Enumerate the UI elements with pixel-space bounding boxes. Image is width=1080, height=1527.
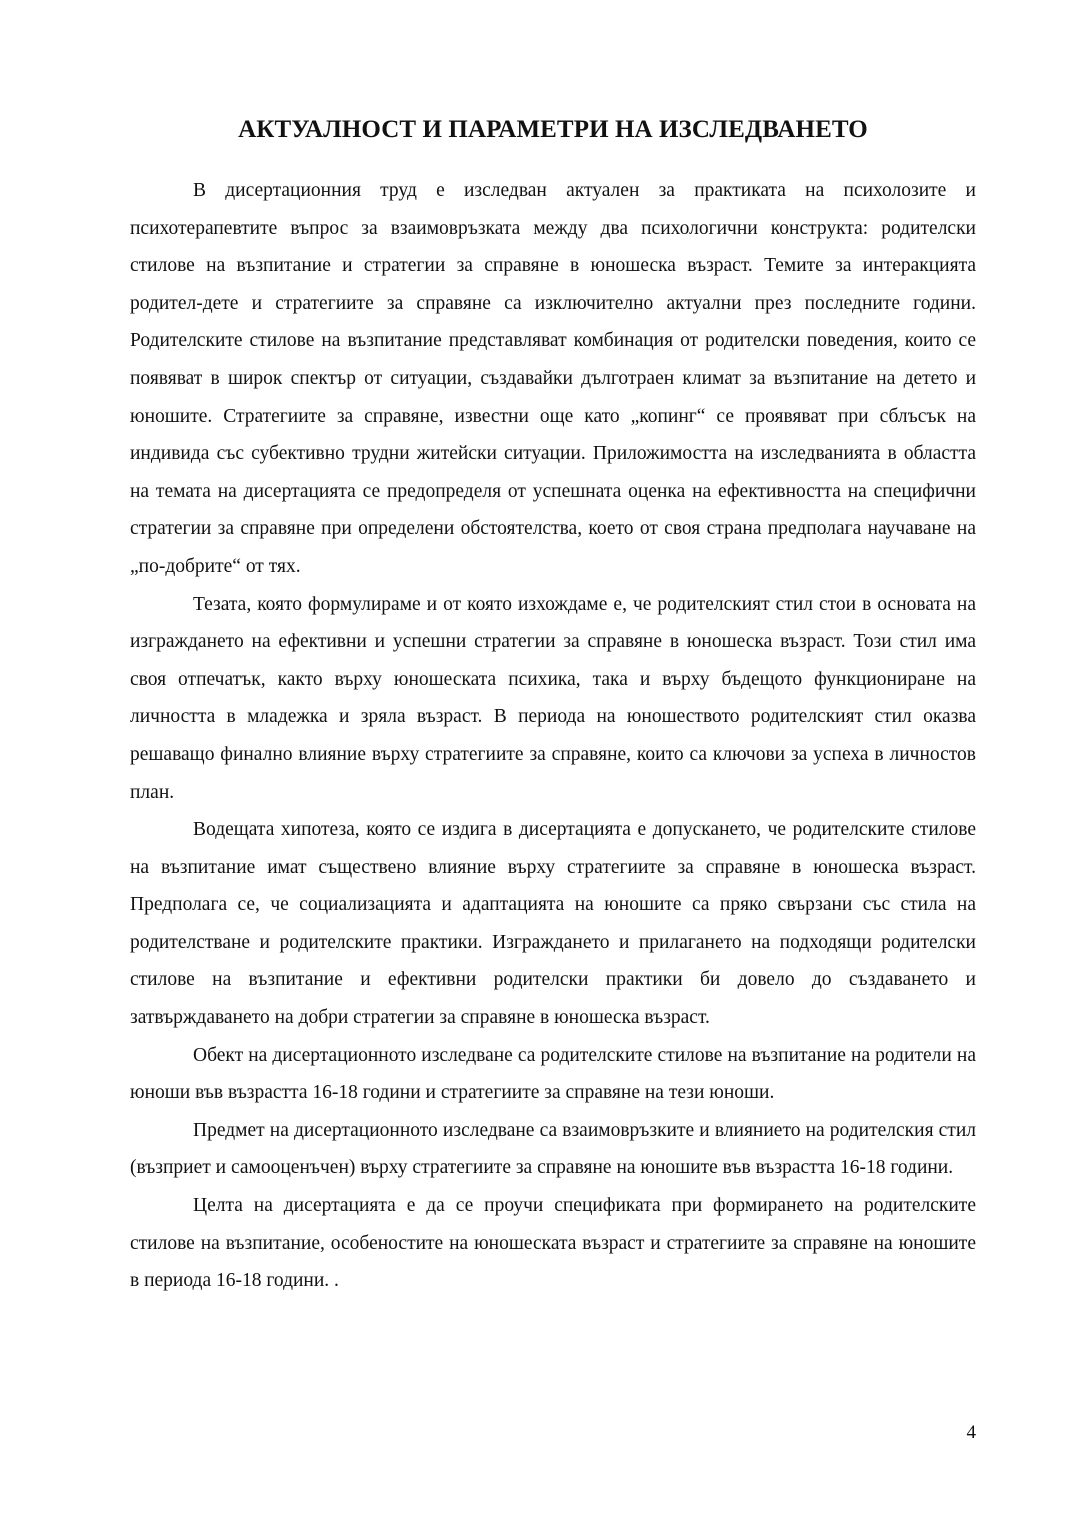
paragraph-hypothesis: Водещата хипотеза, която се издига в дисертацията е допускането, че родителските стилове на възпитание имат съществено влияние върху стратегиите за справяне в юношеска възраст. Предполага се, че социализацията и адаптацията на юношите са пряко свързани със стила на родителстване и родителските практики. Изграждането и прилагането на подходящи родителски стилове на възпитание и ефективни родителски практики би довело до създаването и затвърждаването на добри стратегии за справяне в юношеска възраст. bbox=[130, 819, 976, 1029]
paragraph-goal: Целта на дисертацията е да се проучи спецификата при формирането на родителските стилове на възпитание, особеностите на юношеската възраст и стратегиите за справяне на юношите в периода 16-18 години. . bbox=[130, 1195, 976, 1292]
paragraph-thesis: Тезата, която формулираме и от която изхождаме е, че родителският стил стои в основата на изграждането на ефективни и успешни стратегии за справяне в юношеска възраст. Този стил има своя отпечатък, както върху юношеската психика, така и върху бъдещото функциониране на личността в младежка и зряла възраст. В периода на юношеството родителският стил оказва решаващо финално влияние върху стратегиите за справяне, които са ключови за успеха в личностов план. bbox=[130, 593, 976, 803]
section-title: АКТУАЛНОСТ И ПАРАМЕТРИ НА ИЗСЛЕДВАНЕТО bbox=[238, 116, 868, 143]
paragraph-object: Обект на дисертационното изследване са родителските стилове на възпитание на родители на юноши във възрастта 16-18 години и стратегиите за справяне на тези юноши. bbox=[130, 1044, 976, 1104]
paragraph-subject: Предмет на дисертационното изследване са взаимовръзките и влиянието на родителския стил (възприет и самооценъчен) върху стратегиите за справяне на юношите във възрастта 16-18 години. bbox=[130, 1119, 976, 1179]
paragraph-relevance: В дисертационния труд е изследван актуален за практиката на психолозите и психотерапевтите въпрос за взаимовръзката между два психологични конструкта: родителски стилове на възпитание и стратегии за справяне в юношеска възраст. Темите за интеракцията родител-дете и стратегиите за справяне са изключително актуални през последните години. Родителските стилове на възпитание представляват комбинация от родителски поведения, които се появяват в широк спектър от ситуации, създавайки дълготраен климат за възпитание на детето и юношите. Стратегиите за справяне, известни още като „копинг“ се проявяват при сблъсък на индивида със субективно трудни житейски ситуации. Приложимостта на изследванията в областта на темата на дисертацията се предопределя от успешната оценка на ефективността на специфични стратегии за справяне при определени обстоятелства, което от своя страна предполага научаване на „по-добрите“ от тях. bbox=[130, 180, 976, 577]
page-number: 4 bbox=[966, 1422, 976, 1443]
body-text bbox=[130, 172, 976, 1300]
